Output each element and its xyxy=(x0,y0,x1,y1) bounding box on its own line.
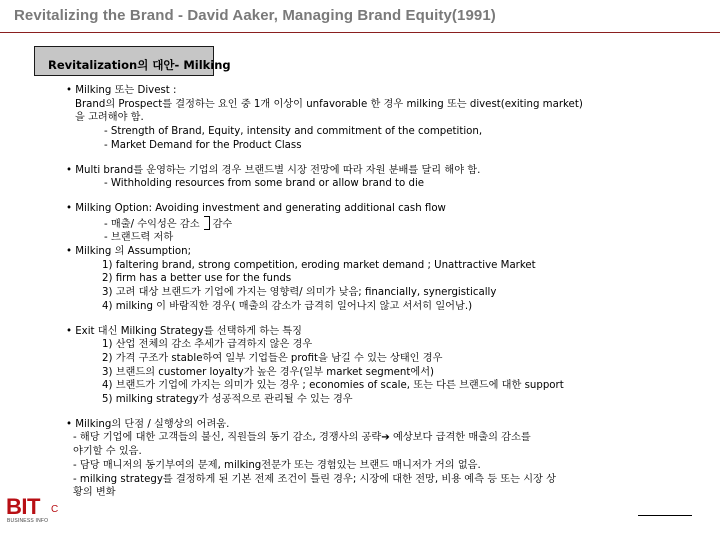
brace-label: 감수 xyxy=(212,218,233,230)
slide-title: Revitalizing the Brand - David Aaker, Managing Brand Equity(1991) xyxy=(14,7,496,24)
exit-item: 4) 브랜드가 기업에 가지는 의미가 있는 경우 ; economies of scale, 또는 다른 브랜드에 대한 support xyxy=(102,380,564,392)
difficulty-text-4: - milking strategy를 결정하게 된 기본 전제 조건이 틀린 경우; 시장에 대한 전망, 비용 예측 등 또는 시장 상 xyxy=(73,473,556,485)
assumption-item: 4) milking 이 바람직한 경우( 매출의 감소가 급격히 일어나지 않고 서서히 일어남.) xyxy=(102,300,473,312)
milking-option-heading: • Milking Option: Avoiding investment and generating additional cash flow xyxy=(66,202,446,214)
assumption-item: 3) 고려 대상 브랜드가 기업에 가지는 영향력/ 의미가 낮음; financially, synergistically xyxy=(102,287,497,299)
assumption-heading: • Milking 의 Assumption; xyxy=(66,246,192,258)
exit-item: 1) 산업 전체의 감소 추세가 급격하지 않은 경우 xyxy=(102,339,313,351)
difficulty-text-5: 황의 변화 xyxy=(73,487,116,499)
difficulty-heading: • Milking의 단점 / 실행상의 어려움. xyxy=(66,418,230,430)
difficulty-text-1: - 해당 기업에 대한 고객들의 불신, 직원들의 동기 감소, 경쟁사의 공략➔ 예상보다 급격한 매출의 감소를 xyxy=(73,432,531,444)
divest-text-2: 을 고려해야 함. xyxy=(75,112,144,124)
divest-factor-1: - Strength of Brand, Equity, intensity and commitment of the competition, xyxy=(104,126,483,138)
milking-option-point-1 xyxy=(66,216,706,232)
divest-text-1: Brand의 Prospect를 결정하는 요인 중 1개 이상이 unfavorable 한 경우 milking 또는 divest(exiting market) xyxy=(75,98,583,110)
title-divider xyxy=(0,32,720,33)
milking-option-point-1-text: - 매출/ 수익성은 감소 xyxy=(104,218,200,230)
milking-option-block xyxy=(66,202,706,245)
milking-option-point-2: - 브랜드력 저하 xyxy=(104,232,174,244)
exit-block xyxy=(66,325,706,407)
logo-tagline: BUSINESS INFO xyxy=(7,518,49,524)
assumption-item: 1) faltering brand, strong competition, eroding market demand ; Unattractive Market xyxy=(102,259,536,271)
difficulty-text-3: - 담당 매니저의 동기부여의 문제, milking전문가 또는 경험있는 브랜드 매니저가 거의 없음. xyxy=(73,459,481,471)
multi-brand-heading: • Multi brand를 운영하는 기업의 경우 브랜드별 시장 전망에 따라 자원 분배를 달리 해야 함. xyxy=(66,164,481,176)
logo-suffix: C xyxy=(51,504,59,515)
divest-block xyxy=(66,84,706,153)
multi-brand-block xyxy=(66,164,706,191)
assumption-block xyxy=(66,245,706,314)
exit-heading: • Exit 대신 Milking Strategy를 선택하게 하는 특징 xyxy=(66,325,302,337)
difficulty-text-2: 야기할 수 있음. xyxy=(73,446,142,458)
exit-item: 5) milking strategy가 성공적으로 관리될 수 있는 경우 xyxy=(102,394,353,406)
section-label: Revitalization의 대안- Milking xyxy=(48,58,231,72)
difficulty-block xyxy=(66,418,706,500)
multi-brand-text: - Withholding resources from some brand or allow brand to die xyxy=(104,178,425,190)
footer-divider xyxy=(638,515,692,516)
divest-heading: • Milking 또는 Divest : xyxy=(66,85,177,96)
exit-item: 3) 브랜드의 customer loyalty가 높은 경우(일부 market segment에서) xyxy=(102,366,435,378)
brace-icon xyxy=(204,216,210,230)
slide-body xyxy=(66,84,706,500)
exit-item: 2) 가격 구조가 stable하여 일부 기업들은 profit을 남길 수 있는 상태인 경우 xyxy=(102,352,443,364)
assumption-item: 2) firm has a better use for the funds xyxy=(102,273,292,285)
divest-factor-2: - Market Demand for the Product Class xyxy=(104,139,302,151)
company-logo xyxy=(6,494,66,534)
logo-wordmark: BIT xyxy=(6,494,40,519)
